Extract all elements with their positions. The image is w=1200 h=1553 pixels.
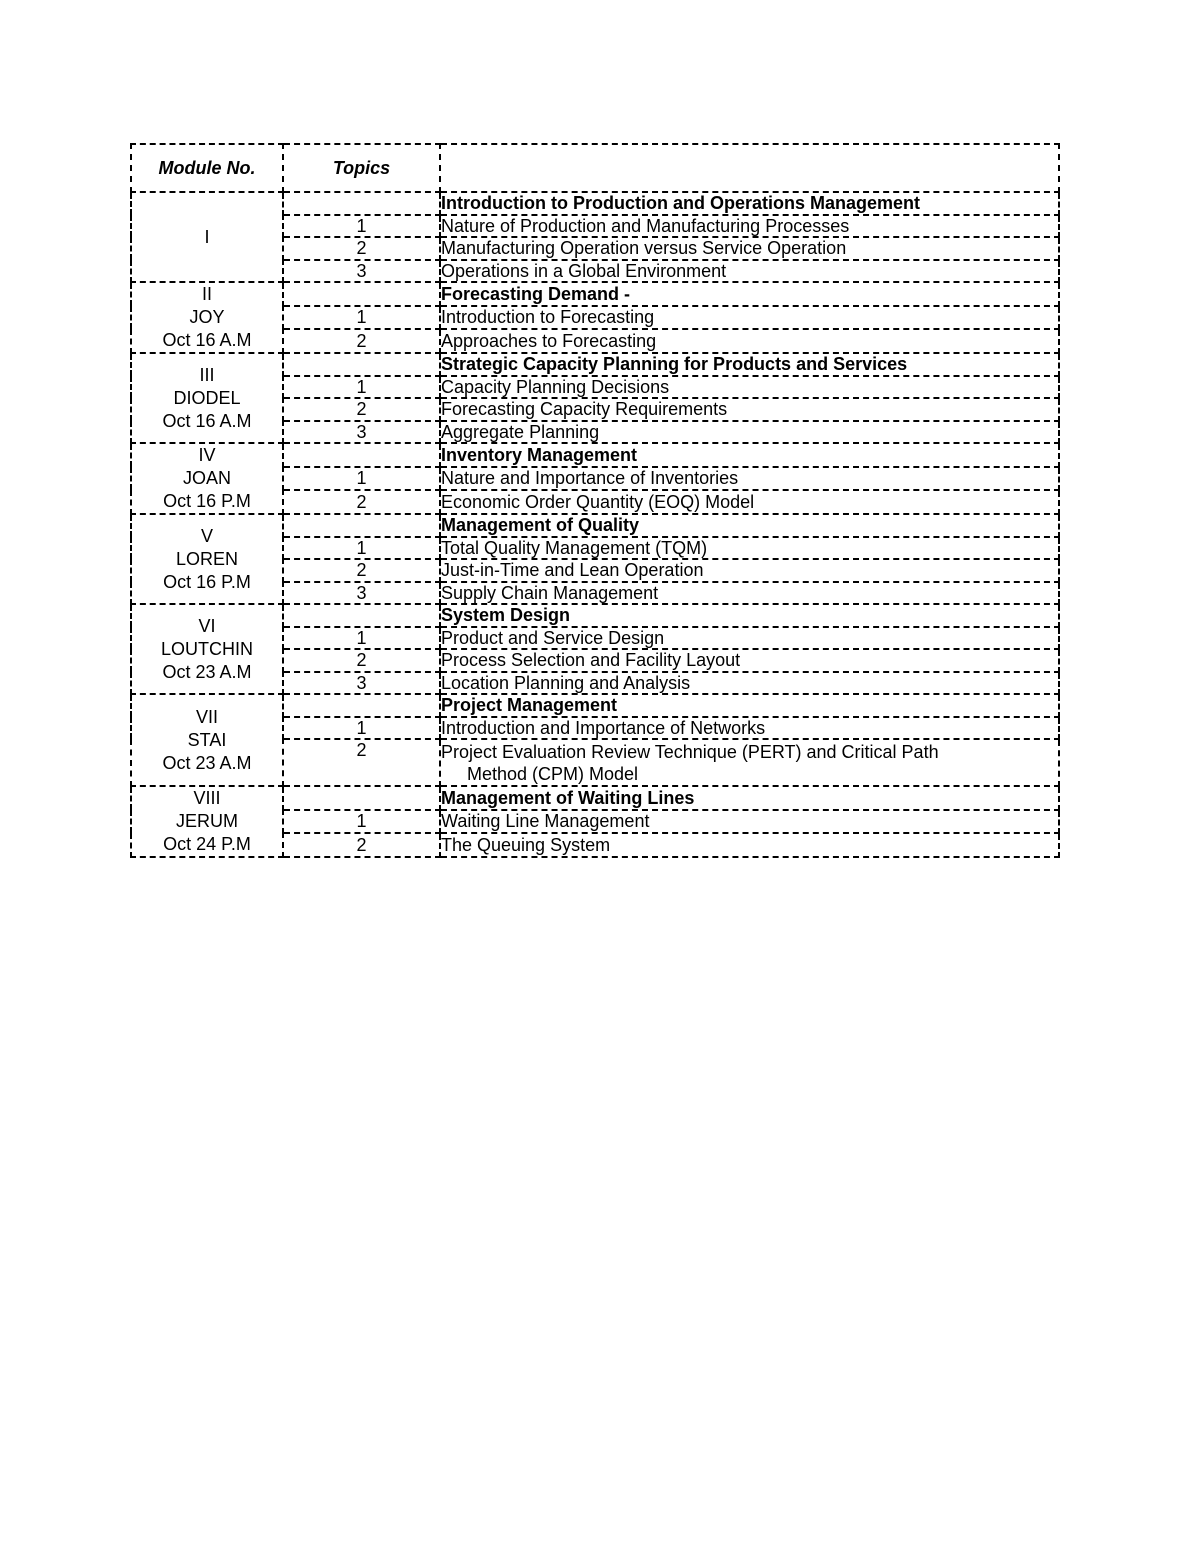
topic-text: Aggregate Planning <box>440 421 1059 444</box>
topic-number: 3 <box>283 582 440 605</box>
module-number: III <box>199 364 215 385</box>
topic-number-cell <box>283 694 440 717</box>
topic-text: Economic Order Quantity (EOQ) Model <box>440 490 1059 514</box>
presenter-name: LOUTCHIN <box>160 638 253 659</box>
topic-number-cell <box>283 786 440 810</box>
module-title-row <box>131 443 1059 467</box>
topic-text: Product and Service Design <box>440 627 1059 650</box>
module-number: IV <box>198 445 216 465</box>
header-topics: Topics <box>283 144 440 192</box>
topic-text: Project Evaluation Review Technique (PERT) and Critical Path <box>441 742 939 762</box>
topic-text: Introduction to Forecasting <box>440 306 1059 330</box>
presenter-name: DIODEL <box>173 387 241 408</box>
topic-number: 2 <box>283 490 440 514</box>
topic-text: Supply Chain Management <box>440 582 1059 605</box>
header-blank <box>440 144 1059 192</box>
topic-text: Nature and Importance of Inventories <box>440 467 1059 491</box>
presenter-name: JOAN <box>182 468 231 488</box>
schedule-date: Oct 23 A.M <box>162 752 252 773</box>
topic-number: 1 <box>283 810 440 834</box>
topic-text: Manufacturing Operation versus Service Operation <box>440 237 1059 260</box>
schedule-date: Oct 16 A.M <box>162 330 252 350</box>
topic-number: 1 <box>283 215 440 238</box>
topic-number: 1 <box>283 537 440 560</box>
module-title: Introduction to Production and Operations Management <box>440 192 1059 215</box>
schedule-date: Oct 16 A.M <box>162 410 252 431</box>
topic-number-cell <box>283 443 440 467</box>
topic-text: Total Quality Management (TQM) <box>440 537 1059 560</box>
module-number: VIII <box>193 788 221 808</box>
topic-number: 1 <box>283 717 440 740</box>
module-title: Project Management <box>440 694 1059 717</box>
presenter-name: LOREN <box>175 548 238 569</box>
topic-number: 2 <box>283 398 440 421</box>
topic-number-cell <box>283 192 440 215</box>
topic-number: 3 <box>283 421 440 444</box>
topic-number: 1 <box>283 306 440 330</box>
topic-number: 2 <box>283 649 440 672</box>
presenter-name: JOY <box>189 307 225 327</box>
topic-text: Capacity Planning Decisions <box>440 376 1059 399</box>
presenter-name: JERUM <box>176 811 238 831</box>
module-number: V <box>200 525 213 546</box>
topic-number: 3 <box>283 260 440 283</box>
topic-text-multiline <box>440 739 1059 786</box>
topic-text: Operations in a Global Environment <box>440 260 1059 283</box>
topic-text: The Queuing System <box>440 833 1059 857</box>
schedule-date: Oct 23 A.M <box>162 661 252 682</box>
module-title-row <box>131 514 1059 537</box>
module-cell <box>131 443 283 514</box>
topic-number: 2 <box>283 237 440 260</box>
topic-number-cell <box>283 514 440 537</box>
topic-text-continuation: Method (CPM) Model <box>467 764 639 784</box>
module-title-row <box>131 192 1059 215</box>
module-title: Strategic Capacity Planning for Products and Services <box>440 353 1059 376</box>
module-cell <box>131 353 283 443</box>
module-title: Forecasting Demand - <box>440 282 1059 306</box>
topic-number: 2 <box>283 833 440 857</box>
schedule-date: Oct 16 P.M <box>163 571 251 592</box>
module-number: II <box>201 284 212 304</box>
module-cell <box>131 514 283 604</box>
module-title-row <box>131 282 1059 306</box>
topic-text: Location Planning and Analysis <box>440 672 1059 695</box>
module-title: Inventory Management <box>440 443 1059 467</box>
topic-text: Just-in-Time and Lean Operation <box>440 559 1059 582</box>
header-module-no: Module No. <box>131 144 283 192</box>
module-cell <box>131 694 283 786</box>
topic-text: Nature of Production and Manufacturing Processes <box>440 215 1059 238</box>
topic-number: 1 <box>283 627 440 650</box>
topic-text: Process Selection and Facility Layout <box>440 649 1059 672</box>
schedule-date: Oct 16 P.M <box>163 491 251 511</box>
topic-text: Forecasting Capacity Requirements <box>440 398 1059 421</box>
module-title: Management of Quality <box>440 514 1059 537</box>
module-number: I <box>204 226 210 247</box>
module-title: Management of Waiting Lines <box>440 786 1059 810</box>
schedule-date: Oct 24 P.M <box>163 834 251 854</box>
topic-number-cell <box>283 282 440 306</box>
topic-text: Approaches to Forecasting <box>440 329 1059 353</box>
module-title-row <box>131 604 1059 627</box>
topic-text: Waiting Line Management <box>440 810 1059 834</box>
topic-text: Introduction and Importance of Networks <box>440 717 1059 740</box>
modules-table <box>130 143 1060 858</box>
topic-number: 2 <box>283 329 440 353</box>
module-cell <box>131 192 283 282</box>
table-header-row <box>131 144 1059 192</box>
topic-number: 3 <box>283 672 440 695</box>
module-title-row <box>131 694 1059 717</box>
topic-number: 1 <box>283 467 440 491</box>
presenter-name: STAI <box>187 729 227 750</box>
topic-number-cell <box>283 604 440 627</box>
module-title: System Design <box>440 604 1059 627</box>
module-title-row <box>131 786 1059 810</box>
module-cell <box>131 604 283 694</box>
module-cell <box>131 786 283 857</box>
topic-number: 1 <box>283 376 440 399</box>
topic-number: 2 <box>283 559 440 582</box>
topic-number: 2 <box>283 739 440 786</box>
module-title-row <box>131 353 1059 376</box>
module-cell <box>131 282 283 353</box>
module-number: VII <box>195 706 218 727</box>
topic-number-cell <box>283 353 440 376</box>
module-number: VI <box>198 615 216 636</box>
